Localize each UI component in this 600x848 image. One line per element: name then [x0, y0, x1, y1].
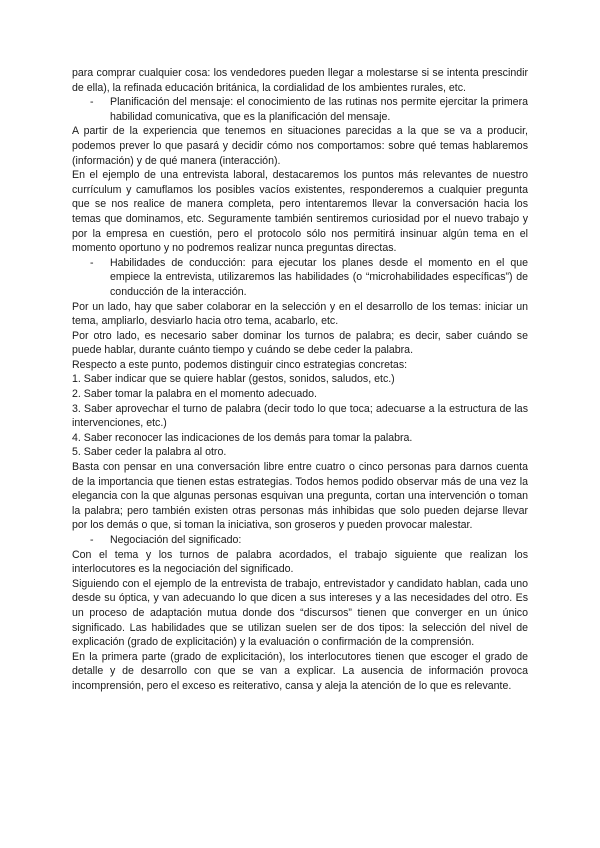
paragraph-conversacion-libre: Basta con pensar en una conversación libre entre cuatro o cinco personas para darnos cuenta de la importancia que tienen estas estrategias. Todos hemos podido observar más de una vez la elegancia con la que algunas personas esquivan una pregunta, cortan una intervención o toman la palabra; pero también existen otras personas más inhibidas que solo pueden dejarse llevar por los demás o que, si toman la iniciativa, son groseros y pueden provocar malestar. [72, 461, 528, 532]
list-item: 4. Saber reconocer las indicaciones de los demás para tomar la palabra. [72, 431, 413, 444]
list-item: 3. Saber aprovechar el turno de palabra (decir todo lo que toca; adecuarse a la estructura de las intervenciones, etc.) [72, 402, 528, 430]
bullet-planificacion [72, 95, 528, 124]
paragraph-entrevista-laboral: En el ejemplo de una entrevista laboral, destacaremos los puntos más relevantes de nuestro currículum y camuflamos los posibles vacíos existentes, responderemos a cualquier pregunta que se nos realice de manera completa, pero intentaremos llevar la conversación hacia los temas que dominamos, etc. Seguramente también sentiremos curiosidad por el nuevo trabajo y por la empresa en cuestión, pero el protocolo sólo nos permitirá insinuar algún tema en el momento oportuno y no podremos realizar nunca preguntas directas. [72, 169, 528, 255]
bullet-text: Planificación del mensaje: el conocimiento de las rutinas nos permite ejercitar la primera habilidad comunicativa, que es la planificación del mensaje. [110, 96, 528, 123]
bullet-dash: - [90, 96, 94, 109]
bullet-negociacion [72, 533, 528, 548]
paragraph-entrevista-trabajo: Siguiendo con el ejemplo de la entrevista de trabajo, entrevistador y candidato hablan, cada uno desde su óptica, y van adecuando lo que dicen a sus intereses y a las necesidades del otro. Es un proceso de adaptación mutua donde dos “discursos” tienen que converger en un único significado. Las habilidades que se utilizan suelen ser de dos tipos: la selección del nivel de explicación (grado de explicitación) y la evaluación o confirmación de la comprensión. [72, 577, 528, 649]
paragraph-experiencia: A partir de la experiencia que tenemos en situaciones parecidas a la que se va a producir, podemos prever lo que pasará y decidir cómo nos comportamos: sobre qué temas hablaremos (información) y de qué manera (interacción). [72, 125, 528, 167]
bullet-dash: - [90, 534, 94, 546]
paragraph-colaborar-temas: Por un lado, hay que saber colaborar en la selección y en el desarrollo de los temas: iniciar un tema, ampliarlo, desviarlo hacia otro tema, acabarlo, etc. [72, 300, 528, 328]
paragraph-tema-acordado: Con el tema y los turnos de palabra acordados, el trabajo siguiente que realizan los interlocutores es la negociación del significado. [72, 548, 528, 576]
list-item: 1. Saber indicar que se quiere hablar (gestos, sonidos, saludos, etc.) [72, 373, 395, 386]
paragraph-turnos-palabra: Por otro lado, es necesario saber dominar los turnos de palabra; es decir, saber cuándo se puede hablar, durante cuánto tiempo y cuándo se debe ceder la palabra. [72, 329, 528, 357]
bullet-text: Negociación del significado: [110, 534, 242, 546]
paragraph-estrategias-intro: Respecto a este punto, podemos distinguir cinco estrategias concretas: [72, 358, 408, 371]
bullet-dash: - [90, 256, 94, 269]
bullet-conduccion [72, 256, 528, 300]
list-item: 5. Saber ceder la palabra al otro. [72, 446, 227, 459]
list-item: 2. Saber tomar la palabra en el momento adecuado. [72, 388, 317, 401]
paragraph-intro-continuation: para comprar cualquier cosa: los vendedores pueden llegar a molestarse si se intenta prescindir de ella), la refinada educación británica, la cordialidad de los ambientes rurales, etc. [72, 67, 528, 94]
bullet-text: Habilidades de conducción: para ejecutar los planes desde el momento en el que empiece la entrevista, utilizaremos las habilidades (o “microhabilidades específicas”) de conducción de la interacción. [110, 256, 528, 298]
paragraph-grado-explicitacion: En la primera parte (grado de explicitación), los interlocutores tienen que escoger el grado de detalle y de desarrollo con que se van a explicar. La ausencia de información provoca incomprensión, pero el exceso es reiterativo, cansa y aleja la atención de lo que es relevante. [72, 650, 528, 692]
